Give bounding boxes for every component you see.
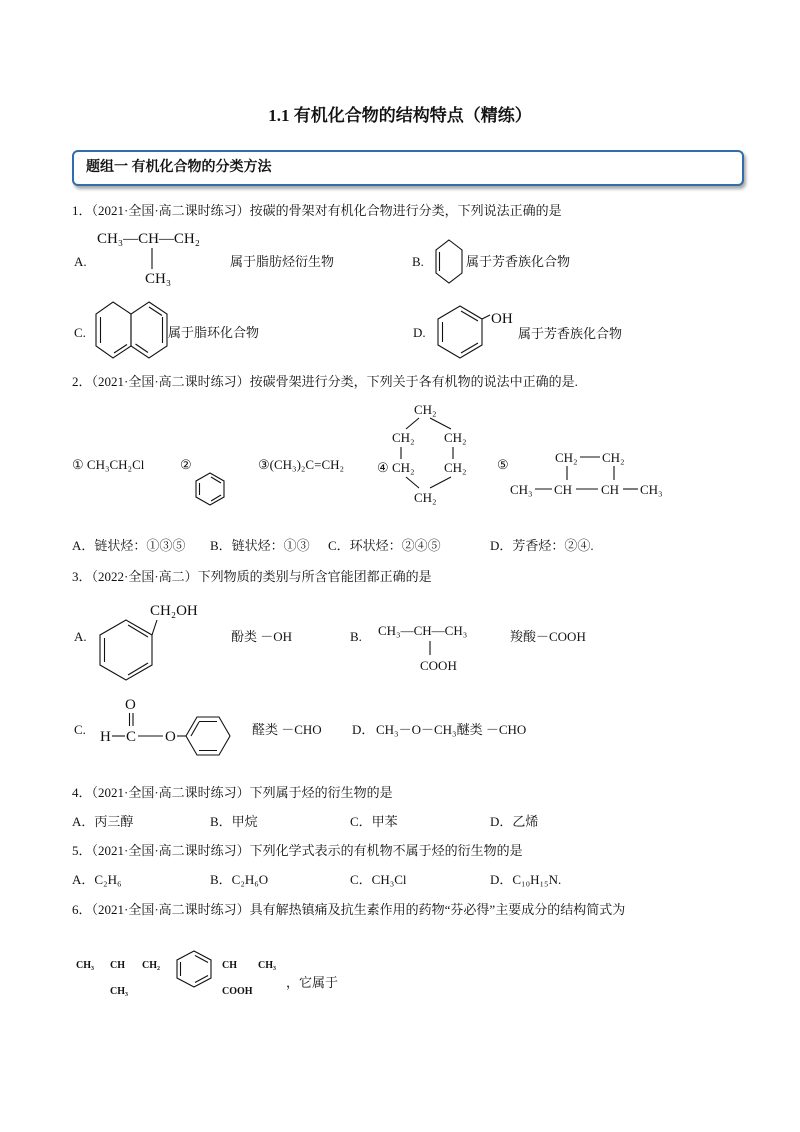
q6-group-4-branch: COOH [222, 986, 253, 997]
q3-c-carbonyl-o: O [125, 697, 136, 713]
q1-option-b-text: 属于芳香族化合物 [466, 254, 571, 269]
ring-double-bond [195, 956, 208, 963]
section-header-box [72, 150, 744, 186]
q1-option-d-phenol [436, 302, 518, 362]
naphthalene-left-ring [96, 302, 131, 358]
q3-option-c-label: C. [74, 722, 86, 737]
q3-option-b-text: 羧酸－COOH [510, 629, 586, 644]
q2-5-chain-3: CH [601, 482, 620, 497]
ring-double-bond [191, 722, 199, 736]
q3-c-h: H [100, 729, 111, 745]
benzene-ring [100, 620, 152, 680]
ch2-bond [152, 620, 157, 635]
q2-option-c: C．环状烃：②④⑤ [328, 538, 441, 553]
q2-item-1: ① CH₃CH₂Cl [72, 457, 145, 472]
q3-option-a-label: A. [74, 629, 87, 644]
q2-stem: 2．（2021·全国·高二课时练习）按碳骨架进行分类，下列关于各有机物的说法中正确的是. [72, 374, 578, 389]
q2-5-chain-2: CH [554, 482, 573, 497]
q1-option-c-naphthalene [96, 300, 170, 362]
ring-double-bond [461, 343, 478, 353]
ring-bond [406, 477, 419, 488]
q3-a-substituent: CH₂OH [150, 603, 198, 619]
q2-item-4-cyclohexane [374, 398, 474, 508]
q1-stem: 1．（2021·全国·高二课时练习）按碳的骨架对有机化合物进行分类，下列说法正确的是 [72, 203, 562, 218]
q6-suffix: ，它属于 [286, 975, 339, 990]
q1-option-b-ring [435, 239, 465, 285]
q2-item-5-structure [510, 446, 668, 502]
q3-option-b-label: B. [350, 629, 362, 644]
q1-option-d-text: 属于芳香族化合物 [518, 326, 623, 341]
q6-group-1: CH₃ [76, 960, 94, 971]
q4-stem: 4．（2021·全国·高二课时练习）下列属于烃的衍生物的是 [72, 785, 393, 800]
q2-4-upper-left: CH₂ [392, 430, 415, 445]
benzene-ring [438, 306, 482, 358]
q4-option-c: C．甲苯 [350, 814, 398, 829]
q6-group-2: CH [110, 960, 125, 971]
benzene-ring [186, 717, 230, 755]
q6-group-5: CH₃ [258, 960, 276, 971]
q3-option-a-text: 酚类 －OH [231, 629, 293, 644]
q5-option-a: A．C₂H₆ [72, 872, 122, 887]
q2-4-bottom: CH₂ [414, 490, 437, 505]
ring-bond [430, 477, 451, 488]
q2-option-b: B．链状烃：①③ [210, 538, 310, 553]
ring-double-bond [195, 976, 208, 983]
ring-bond [430, 418, 451, 429]
q3-stem: 3．（2022·全国·高二）下列物质的类别与所含官能团都正确的是 [72, 569, 432, 584]
q6-group-3: CH₂ [142, 960, 160, 971]
q6-group-2-branch: CH₃ [110, 986, 128, 997]
q3-option-b-formula [376, 619, 496, 675]
q2-5-chain-1: CH₃ [510, 482, 533, 497]
ring-double-bond [136, 344, 149, 353]
q2-5-chain-4: CH₃ [640, 482, 663, 497]
q1-option-a-text: 属于脂肪烃衍生物 [230, 254, 335, 269]
benzene-ring [196, 473, 224, 505]
q6-stem: 6．（2021·全国·高二课时练习）具有解热镇痛及抗生素作用的药物“芬必得”主要成分的结构简式为 [72, 902, 626, 917]
q4-option-d: D．乙烯 [490, 814, 539, 829]
q2-4-top: CH₂ [414, 402, 437, 417]
q3-option-d-text: CH₃－O－CH₃醚类 －CHO [376, 722, 527, 737]
q2-4-upper-right: CH₂ [444, 430, 467, 445]
q2-item-2-marker: ② [180, 457, 192, 472]
q1-a-main-chain: CH₃—CH—CH₂ [97, 231, 200, 247]
q2-item-3: ③(CH₃)₂C=CH₂ [258, 457, 345, 472]
page-title: 1.1 有机化合物的结构特点（精练） [268, 106, 532, 125]
ring-double-bond [461, 311, 478, 321]
q2-option-a: A．链状烃：①③⑤ [72, 538, 186, 553]
q1-option-a-formula [95, 226, 235, 290]
q2-item-2-benzene [191, 470, 231, 510]
q3-b-branch: COOH [420, 658, 457, 673]
q2-item-5-marker: ⑤ [497, 457, 509, 472]
q3-c-ester-o: O [165, 729, 176, 745]
q5-option-d: D．C₁₀H₁₅N. [490, 872, 562, 887]
q5-stem: 5．（2021·全国·高二课时练习）下列化学式表示的有机物不属于烃的衍生物的是 [72, 843, 523, 858]
benzene-ring [177, 951, 211, 987]
q3-option-d-label: D． [352, 722, 375, 737]
q1-option-c-label: C. [74, 325, 86, 340]
q3-c-c: C [126, 729, 137, 745]
q5-option-b: B．C₂H₆O [210, 872, 269, 887]
q2-4-lower-left: CH₂ [392, 460, 415, 475]
q1-option-d-label: D. [413, 325, 426, 340]
q2-5-ring-right: CH₂ [602, 450, 625, 465]
q2-5-ring-left: CH₂ [555, 450, 578, 465]
q6-group-4: CH [222, 960, 237, 971]
ring-bond [406, 418, 419, 429]
q1-option-a-label: A. [74, 254, 87, 269]
q3-option-c-text: 醛类 －CHO [252, 722, 322, 737]
q4-option-b: B．甲烷 [210, 814, 258, 829]
oh-bond [482, 315, 490, 319]
q5-option-c: C．CH₃Cl [350, 872, 407, 887]
q2-4-marker: ④ [377, 460, 389, 475]
q3-option-a-benzyl-alcohol [96, 598, 226, 684]
q2-4-lower-right: CH₂ [444, 460, 467, 475]
naphthalene-right-ring [131, 302, 167, 358]
q6-formula [74, 950, 286, 1000]
q3-option-c-phenyl-formate [98, 694, 238, 760]
q2-option-d: D．芳香烃：②④. [490, 538, 594, 553]
q1-d-substituent: OH [491, 311, 513, 327]
section-header-label: 题组一 有机化合物的分类方法 [86, 160, 272, 175]
q3-b-main-chain: CH₃—CH—CH₃ [378, 623, 468, 638]
ring-double-bond [149, 307, 162, 316]
q1-option-b-label: B. [412, 254, 424, 269]
q4-option-a: A．丙三醇 [72, 814, 134, 829]
q1-a-branch: CH₃ [145, 271, 172, 287]
q1-option-c-text: 属于脂环化合物 [168, 325, 260, 340]
ring-double-bond [114, 345, 127, 354]
